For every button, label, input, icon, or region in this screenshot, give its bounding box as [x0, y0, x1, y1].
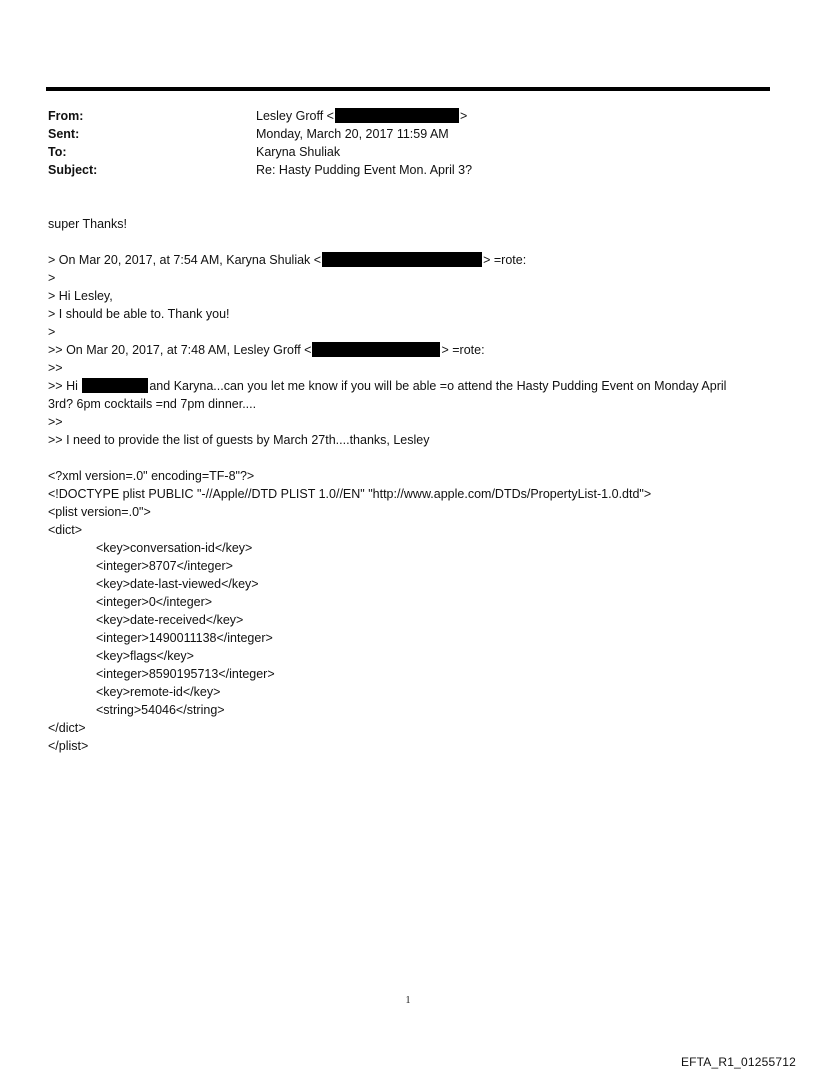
plist-line: <key>flags</key> [96, 649, 194, 663]
from-close: > [459, 109, 468, 123]
plist-line: <plist version=.0"> [48, 505, 151, 519]
quote-line: > [48, 271, 56, 285]
plist-line: <key>remote-id</key> [96, 685, 221, 699]
quote-text: > On Mar 20, 2017, at 7:54 AM, Karyna Shuliak < [48, 253, 322, 267]
from-name: Lesley Groff < [256, 109, 334, 123]
header-rule [46, 87, 770, 91]
quote-text: > =rote: [483, 253, 527, 267]
plist-line: <integer>0</integer> [96, 595, 213, 609]
body-line: super Thanks! [48, 217, 127, 231]
quote-line: >> [48, 361, 63, 375]
quote-line: >> [48, 415, 63, 429]
quote-text: >> On Mar 20, 2017, at 7:48 AM, Lesley Groff < [48, 343, 312, 357]
plist-line: <string>54046</string> [96, 703, 225, 717]
redaction-box [322, 252, 482, 267]
plist-line: <key>conversation-id</key> [96, 541, 253, 555]
quote-text: >> Hi [48, 379, 82, 393]
plist-line: <!DOCTYPE plist PUBLIC "-//Apple//DTD PLIST 1.0//EN" "http://www.apple.com/DTDs/PropertyList-1.0.dtd"> [48, 487, 652, 501]
sent-label: Sent: [48, 127, 80, 141]
quote-text: and Karyna...can you let me know if you will be able =o attend the Hasty Pudding Event on Monday April 3rd? 6pm cocktails =nd 7pm dinner.... [48, 379, 727, 411]
to-value: Karyna Shuliak [256, 145, 341, 159]
quote-line [48, 341, 485, 359]
redaction-box [335, 108, 459, 123]
quote-line [48, 251, 526, 269]
subject-label: Subject: [48, 163, 98, 177]
from-label: From: [48, 109, 84, 123]
plist-line: <key>date-last-viewed</key> [96, 577, 259, 591]
redaction-box [82, 378, 148, 393]
page-number: 1 [405, 995, 411, 1006]
quote-line: >> I need to provide the list of guests by March 27th....thanks, Lesley [48, 433, 430, 447]
quote-text: > =rote: [441, 343, 485, 357]
plist-line: </plist> [48, 739, 89, 753]
quote-line [48, 377, 748, 413]
plist-line: <integer>8590195713</integer> [96, 667, 275, 681]
quote-line: > I should be able to. Thank you! [48, 307, 230, 321]
from-value [256, 107, 467, 125]
plist-line: </dict> [48, 721, 86, 735]
subject-value: Re: Hasty Pudding Event Mon. April 3? [256, 163, 473, 177]
plist-line: <integer>8707</integer> [96, 559, 233, 573]
to-label: To: [48, 145, 67, 159]
sent-value: Monday, March 20, 2017 11:59 AM [256, 127, 449, 141]
document-id: EFTA_R1_01255712 [680, 1055, 796, 1069]
plist-line: <dict> [48, 523, 83, 537]
quote-line: > [48, 325, 56, 339]
plist-line: <key>date-received</key> [96, 613, 244, 627]
quote-line: > Hi Lesley, [48, 289, 113, 303]
redaction-box [312, 342, 440, 357]
plist-line: <?xml version=.0" encoding=TF-8"?> [48, 469, 255, 483]
plist-line: <integer>1490011138</integer> [96, 631, 273, 645]
